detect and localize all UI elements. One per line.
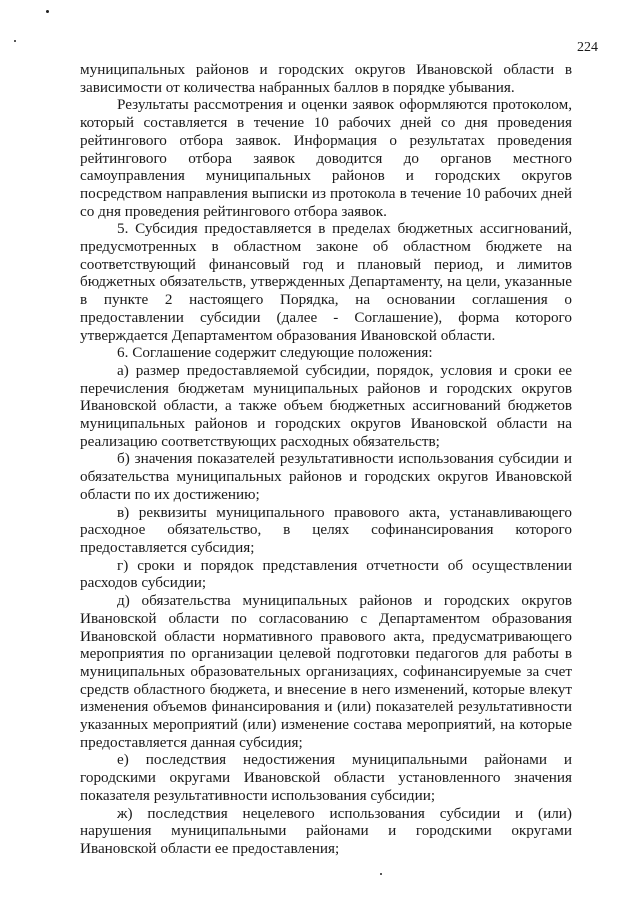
- paragraph-subitem-e: е) последствия недостижения муниципальными районами и городскими округами Ивановской области установленного значения показателя результативности использования субсидии;: [80, 751, 572, 804]
- page-number: 224: [577, 40, 598, 55]
- scan-speck: [380, 873, 382, 875]
- paragraph-item-5: 5. Субсидия предоставляется в пределах бюджетных ассигнований, предусмотренных в областном законе об областном бюджете на соответствующий финансовый год и плановый период, и лимитов бюджетных обязательств, утвержденных Департаменту, на цели, указанные в пункте 2 настоящего Порядка, на основании соглашения о предоставлении субсидии (далее - Соглашение), форма которого утверждается Департаментом образования Ивановской области.: [80, 220, 572, 344]
- paragraph-continuation: муниципальных районов и городских округов Ивановской области в зависимости от количества набранных баллов в порядке убывания.: [80, 61, 572, 96]
- document-body: [80, 61, 572, 858]
- scan-speck: [14, 40, 16, 42]
- scan-speck: [46, 10, 49, 13]
- paragraph-subitem-a: а) размер предоставляемой субсидии, порядок, условия и сроки ее перечисления бюджетам муниципальных районов и городских округов Ивановской области, а также объем бюджетных ассигнований бюджетов муниципальных районов и городских округов Ивановской области на реализацию соответствующих расходных обязательств;: [80, 361, 572, 450]
- paragraph-subitem-g: г) сроки и порядок представления отчетности об осуществлении расходов субсидии;: [80, 556, 572, 592]
- paragraph-subitem-d: д) обязательства муниципальных районов и городских округов Ивановской области по согласованию с Департаментом образования Ивановской области нормативного правового акта, предусматривающего мероприятия по организации целевой подготовки педагогов для работы в муниципальных образовательных организациях, софинансируемые за счет средств областного бюджета, и внесение в него изменений, которые влекут изменения объемов финансирования и (или) показателей результативности указанных мероприятий (или) изменение состава мероприятий, на которые предоставляется данная субсидия;: [80, 592, 572, 751]
- paragraph-subitem-zh: ж) последствия нецелевого использования субсидии и (или) нарушения муниципальными районами и городскими округами Ивановской области ее предоставления;: [80, 804, 572, 857]
- paragraph-subitem-v: в) реквизиты муниципального правового акта, устанавливающего расходное обязательство, в целях софинансирования которого предоставляется субсидия;: [80, 503, 572, 556]
- paragraph-item-6: 6. Соглашение содержит следующие положения:: [117, 344, 433, 362]
- paragraph-protocol: Результаты рассмотрения и оценки заявок оформляются протоколом, который составляется в течение 10 рабочих дней со дня проведения рейтингового отбора заявок. Информация о результатах проведения рейтингового отбора заявок доводится до органов местного самоуправления муниципальных районов и городских округов посредством направления выписки из протокола в течение 10 рабочих дней со дня проведения рейтингового отбора заявок.: [80, 96, 572, 220]
- paragraph-subitem-b: б) значения показателей результативности использования субсидии и обязательства муниципальных районов и городских округов Ивановской области по их достижению;: [80, 450, 572, 503]
